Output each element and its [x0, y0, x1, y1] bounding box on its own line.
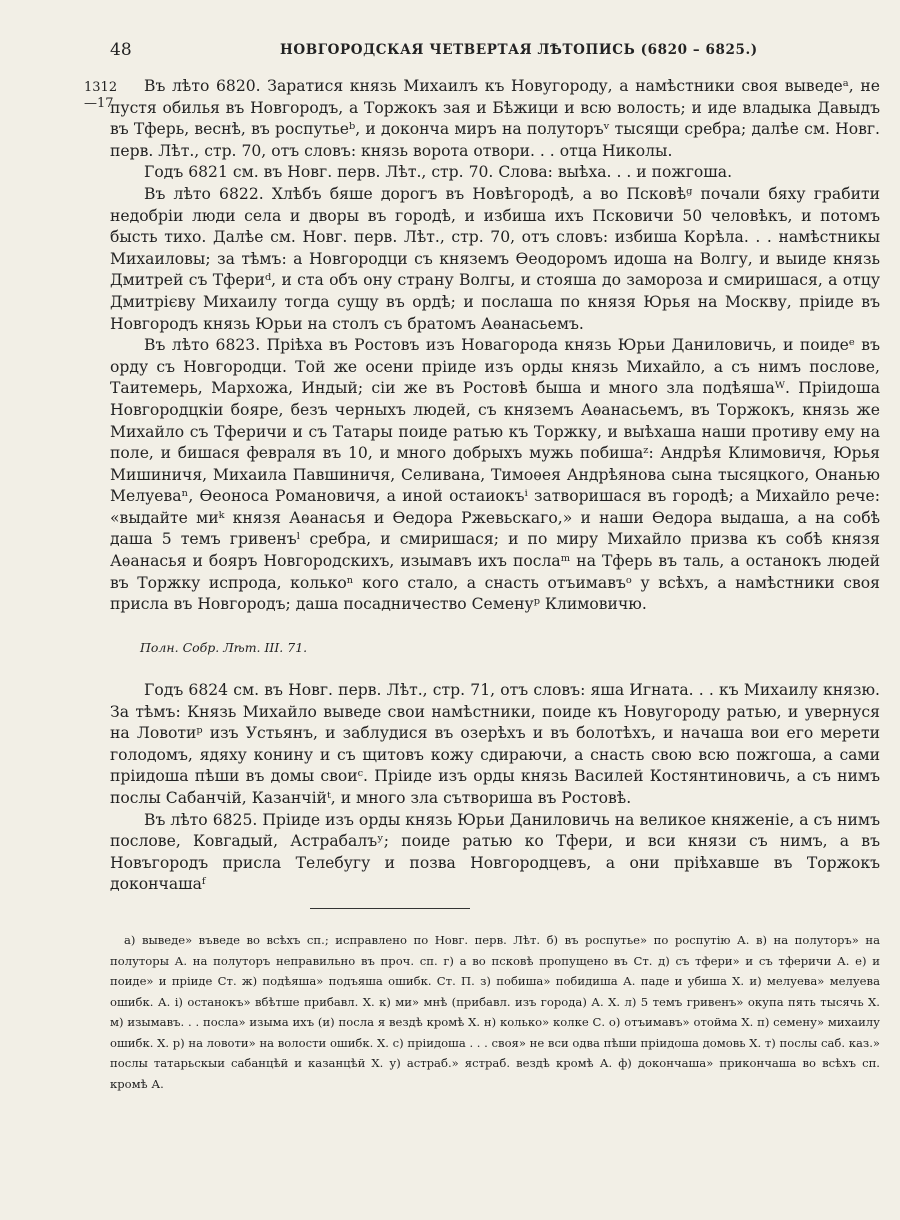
margin-year: 1312: [84, 80, 118, 95]
main-text-lower: [110, 680, 880, 896]
paragraph-6822: Въ лѣто 6822. Хлѣбъ бяше дорогъ въ Новѣгородѣ, а во Псковѣᵍ почали бяху грабити недобріи люди села и дворы въ городѣ, и избиша ихъ Псковичи 50 человѣкъ, и потомъ бысть тихо. Далѣе см. Новг. перв. Лѣт., стр. 70, отъ словъ: избиша Корѣла. . . намѣстникы Михаиловы; за тѣмъ: а Новгородци съ княземъ Ѳеодоромъ идоша на Волгу, и выиде князь Дмитрей съ Тфериᵈ, и ста объ ону страну Волгы, и стояша до замороза и смиришася, а отцу Дмитрієву Михаилу тогда сущу въ ордѣ; и послаша по князя Юрья на Москву, пріиде въ Новгородъ князь Юрьи на столъ съ братомъ Аѳанасьемъ.: [110, 184, 880, 333]
footnotes: [110, 930, 880, 1094]
running-head: НОВГОРОДСКАЯ ЧЕТВЕРТАЯ ЛѢТОПИСЬ (6820 – 6825.): [280, 42, 758, 58]
footnote-text: а) выведе» въведе во всѣхъ сп.; исправлено по Новг. перв. Лѣт. б) въ роспутье» по роспутію А. в) на полуторъ» на полуторы А. на полуторъ неправильно въ проч. сп. г) а во псковѣ пропущено въ Ст. д) съ тфери» и съ тферичи А. е) и поиде» и пріиде Ст. ж) подѣяша» подъяша ошибк. Ст. П. з) побиша» побидиша А. паде и убиша Х. и) мелуева» мелуева ошибк. А. і) останокъ» вбѣтше прибавл. Х. к) ми» мнѣ (прибавл. изъ города) А. Х. л) 5 темъ гривенъ» окупа пять тысячь Х. м) изымавъ. . . посла» изыма ихъ (и) посла я вездѣ кромѣ Х. н) колько» колке С. о) отъимавъ» отойма Х. п) семену» михаилу ошибк. Х. р) на ловоти» на волости ошибк. Х. с) пріидоша . . . своя» не вси одва пѣши пріидоша домовь Х. т) послы саб. каз.» послы татарьскыи сабанцѣй и казанцѣй Х. у) астраб.» ястраб. вездѣ кромѣ А. ф) докончаша» прикончаша во всѣхъ сп. кромѣ А.: [110, 933, 880, 1091]
paragraph-6823: Въ лѣто 6823. Пріѣха въ Ростовъ изъ Новагорода князь Юрьи Даниловичь, и поидеᵉ въ орду съ Новгородци. Той же осени пріиде изъ орды князь Михайло, а съ нимъ послове, Таитемерь, Мархожа, Индый; сіи же въ Ростовѣ быша и много зла подѣяшаᵂ. Пріидоша Новгородцкіи бояре, безъ черныхъ людей, съ княземъ Аѳанасьемъ, въ Торжокъ, князь же Михайло съ Тферичи и съ Татары поиде ратью къ Торжку, и выѣхаша наши противу ему на поле, и бишася февраля въ 10, и много добрыхъ мужь побишаᶻ: Андрѣя Климовичя, Юрья Мишиничя, Михаила Павшиничя, Селивана, Тимоѳея Андрѣянова сына тысяцкого, Онанью Мелуеваⁿ, Ѳеоноса Романовичя, а иной остаиокъⁱ затворишася въ городѣ; а Михайло рече: «выдайте миᵏ князя Аѳанасья и Ѳедора Ржевьскаго,» и наши Ѳедора выдаша, а на собѣ даша 5 темъ гривенъˡ сребра, и смиришася; и по миру Михайло призва къ собѣ князя Аѳанасья и бояръ Новгородскихъ, изымавъ ихъ послаᵐ на Тферь въ таль, а останокъ людей въ Торжку испрода, колькоⁿ кого стало, а снасть отъимавъᵒ у всѣхъ, а намѣстники своя присла въ Новгородъ; даша посадничество Семенуᵖ Климовичю.: [110, 336, 880, 614]
source-note: Полн. Собр. Лѣт. III. 71.: [140, 640, 308, 655]
main-text-upper: [110, 76, 880, 616]
paragraph-6820: Въ лѣто 6820. Заратися князь Михаилъ къ Новугороду, а намѣстники своя выведеᵃ, не пустя обилья въ Новгородъ, а Торжокъ зая и Бѣжици и всю волость; и иде владыка Давыдъ въ Тферь, веснѣ, въ роспутьеᵇ, и доконча миръ на полуторъᵛ тысящи сребра; далѣе см. Новг. перв. Лѣт., стр. 70, отъ словъ: князь ворота отвори. . . отца Николы.: [110, 77, 880, 160]
paragraph-6824: Годъ 6824 см. въ Новг. перв. Лѣт., стр. 71, отъ словъ: яша Игната. . . къ Михаилу князю. За тѣмъ: Князь Михайло выведе свои намѣстники, поиде къ Новугороду ратью, и увернуся на Ловотиᵖ изъ Устьянъ, и заблудися въ озерѣхъ и въ болотѣхъ, и начаша вои его мерети голодомъ, ядяху конину и съ щитовъ кожу сдираючи, а снасть свою всю пожгоша, а сами пріидоша пѣши въ домы своиᶜ. Пріиде изъ орды князь Василей Костянтиновичь, а съ нимъ послы Сабанчій, Казанчійᵗ, и много зла сътвориша въ Ростовѣ.: [110, 681, 880, 807]
paragraph-6825: Въ лѣто 6825. Пріиде изъ орды князь Юрьи Даниловичь на великое княженіе, а съ нимъ послове, Ковгадый, Астрабалъʸ; поиде ратью ко Тфери, и вси князи съ нимъ, а въ Новъгородъ присла Телебугу и позва Новгородцевъ, а они пріѣхавше въ Торжокъ докончашаᶠ: [110, 810, 880, 894]
page-number: 48: [110, 40, 132, 60]
footnote-divider: [310, 908, 470, 909]
paragraph-6821: Годъ 6821 см. въ Новг. перв. Лѣт., стр. 70. Слова: выѣха. . . и пожгоша.: [144, 163, 733, 182]
margin-year-range: —17: [84, 96, 114, 111]
page-header: [110, 38, 860, 68]
